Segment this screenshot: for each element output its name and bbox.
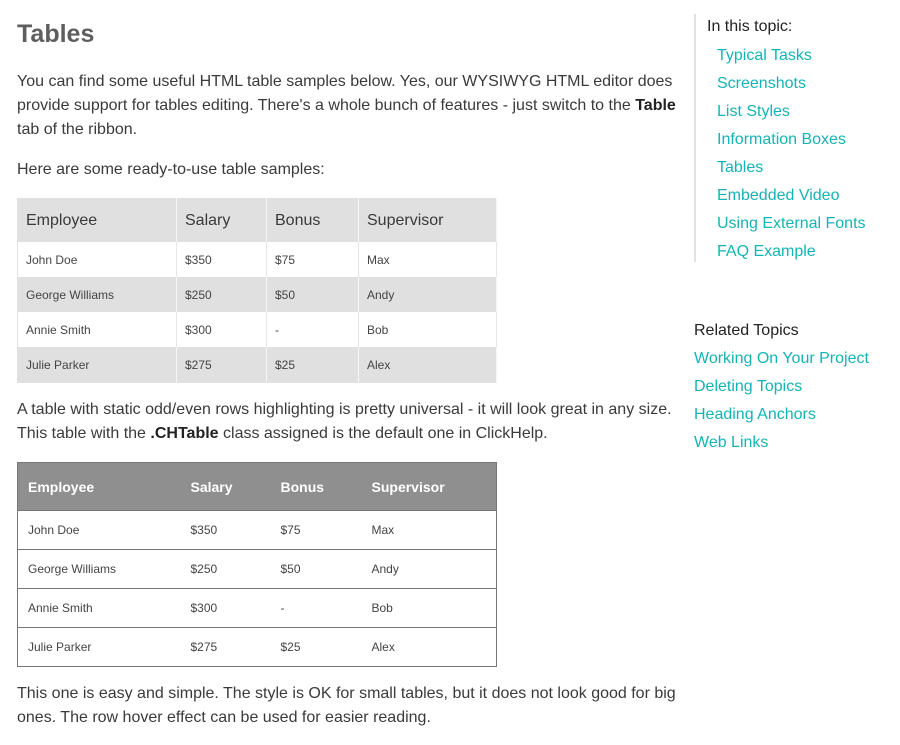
table-row — [18, 550, 497, 589]
bordered-table — [17, 462, 497, 667]
toc-link-typical-tasks[interactable]: Typical Tasks — [717, 47, 812, 64]
striped-table-description — [17, 398, 672, 446]
cell-supervisor: Andy — [362, 550, 497, 589]
cell-bonus: $50 — [271, 550, 362, 589]
toc-link-embedded-video[interactable]: Embedded Video — [717, 187, 840, 204]
cell-supervisor: Andy — [359, 277, 497, 312]
in-this-topic-panel — [694, 14, 866, 262]
header-bonus: Bonus — [271, 463, 362, 511]
cell-employee: George Williams — [18, 550, 181, 589]
cell-bonus: - — [271, 589, 362, 628]
cell-supervisor: Alex — [359, 347, 497, 383]
intro-paragraph — [17, 70, 676, 142]
cell-employee: John Doe — [18, 511, 181, 550]
cell-employee: John Doe — [18, 242, 177, 277]
header-supervisor: Supervisor — [359, 199, 497, 243]
toc-link-faq-example[interactable]: FAQ Example — [717, 243, 816, 260]
table-row — [18, 347, 497, 383]
mid-line-1: A table with static odd/even rows highlighting is pretty universal - it will look great in any size. — [17, 401, 672, 418]
cell-salary: $250 — [177, 277, 267, 312]
intro-line-3: tab of the ribbon. — [17, 121, 138, 138]
table-row — [18, 242, 497, 277]
cell-supervisor: Max — [362, 511, 497, 550]
cell-salary: $275 — [177, 347, 267, 383]
striped-table — [17, 198, 497, 383]
toc-link-information-boxes[interactable]: Information Boxes — [717, 131, 846, 148]
cell-bonus: $50 — [267, 277, 359, 312]
related-link-working-on-your-project[interactable]: Working On Your Project — [694, 350, 869, 367]
cell-bonus: $75 — [271, 511, 362, 550]
cell-supervisor: Alex — [362, 628, 497, 667]
table-row — [18, 312, 497, 347]
intro-line-1: You can find some useful HTML table samples below. Yes, our WYSIWYG HTML editor does — [17, 73, 673, 90]
cell-salary: $350 — [181, 511, 271, 550]
related-topics-panel — [694, 317, 869, 457]
header-salary: Salary — [181, 463, 271, 511]
cell-salary: $250 — [181, 550, 271, 589]
cell-bonus: $25 — [267, 347, 359, 383]
table-header-row — [18, 199, 497, 243]
cell-employee: Julie Parker — [18, 628, 181, 667]
cell-supervisor: Max — [359, 242, 497, 277]
table-row — [18, 589, 497, 628]
cell-supervisor: Bob — [359, 312, 497, 347]
cell-salary: $300 — [181, 589, 271, 628]
table-tab-name: Table — [635, 97, 676, 114]
cell-employee: George Williams — [18, 277, 177, 312]
cell-bonus: $25 — [271, 628, 362, 667]
table-row — [18, 511, 497, 550]
related-topics-title: Related Topics — [694, 322, 799, 339]
header-employee: Employee — [18, 199, 177, 243]
toc-link-tables[interactable]: Tables — [717, 159, 764, 176]
header-salary: Salary — [177, 199, 267, 243]
cell-supervisor: Bob — [362, 589, 497, 628]
mid-line-2c: class assigned is the default one in ClickHelp. — [218, 425, 548, 442]
toc-link-screenshots[interactable]: Screenshots — [717, 75, 806, 92]
related-link-web-links[interactable]: Web Links — [694, 434, 769, 451]
header-bonus: Bonus — [267, 199, 359, 243]
table-header-row — [18, 463, 497, 511]
end-line-2: ones. The row hover effect can be used for easier reading. — [17, 709, 431, 726]
table-row — [18, 277, 497, 312]
cell-salary: $275 — [181, 628, 271, 667]
cell-bonus: $75 — [267, 242, 359, 277]
cell-employee: Annie Smith — [18, 312, 177, 347]
intro-line-2: provide support for tables editing. There's a whole bunch of features - just switch to the — [17, 97, 636, 114]
header-supervisor: Supervisor — [362, 463, 497, 511]
bordered-table-description — [17, 682, 676, 730]
related-link-deleting-topics[interactable]: Deleting Topics — [694, 378, 803, 395]
end-line-1: This one is easy and simple. The style is OK for small tables, but it does not look good for big — [17, 685, 676, 702]
cell-salary: $300 — [177, 312, 267, 347]
page-title: Tables — [17, 20, 95, 48]
cell-salary: $350 — [177, 242, 267, 277]
samples-intro: Here are some ready-to-use table samples: — [17, 161, 325, 178]
chtable-class-name: .CHTable — [150, 425, 219, 442]
in-this-topic-title: In this topic: — [707, 18, 793, 35]
cell-employee: Annie Smith — [18, 589, 181, 628]
related-link-heading-anchors[interactable]: Heading Anchors — [694, 406, 816, 423]
header-employee: Employee — [18, 463, 181, 511]
cell-employee: Julie Parker — [18, 347, 177, 383]
mid-line-2a: This table with the — [17, 425, 151, 442]
toc-link-list-styles[interactable]: List Styles — [717, 103, 790, 120]
cell-bonus: - — [267, 312, 359, 347]
toc-link-using-external-fonts[interactable]: Using External Fonts — [717, 215, 866, 232]
table-row — [18, 628, 497, 667]
